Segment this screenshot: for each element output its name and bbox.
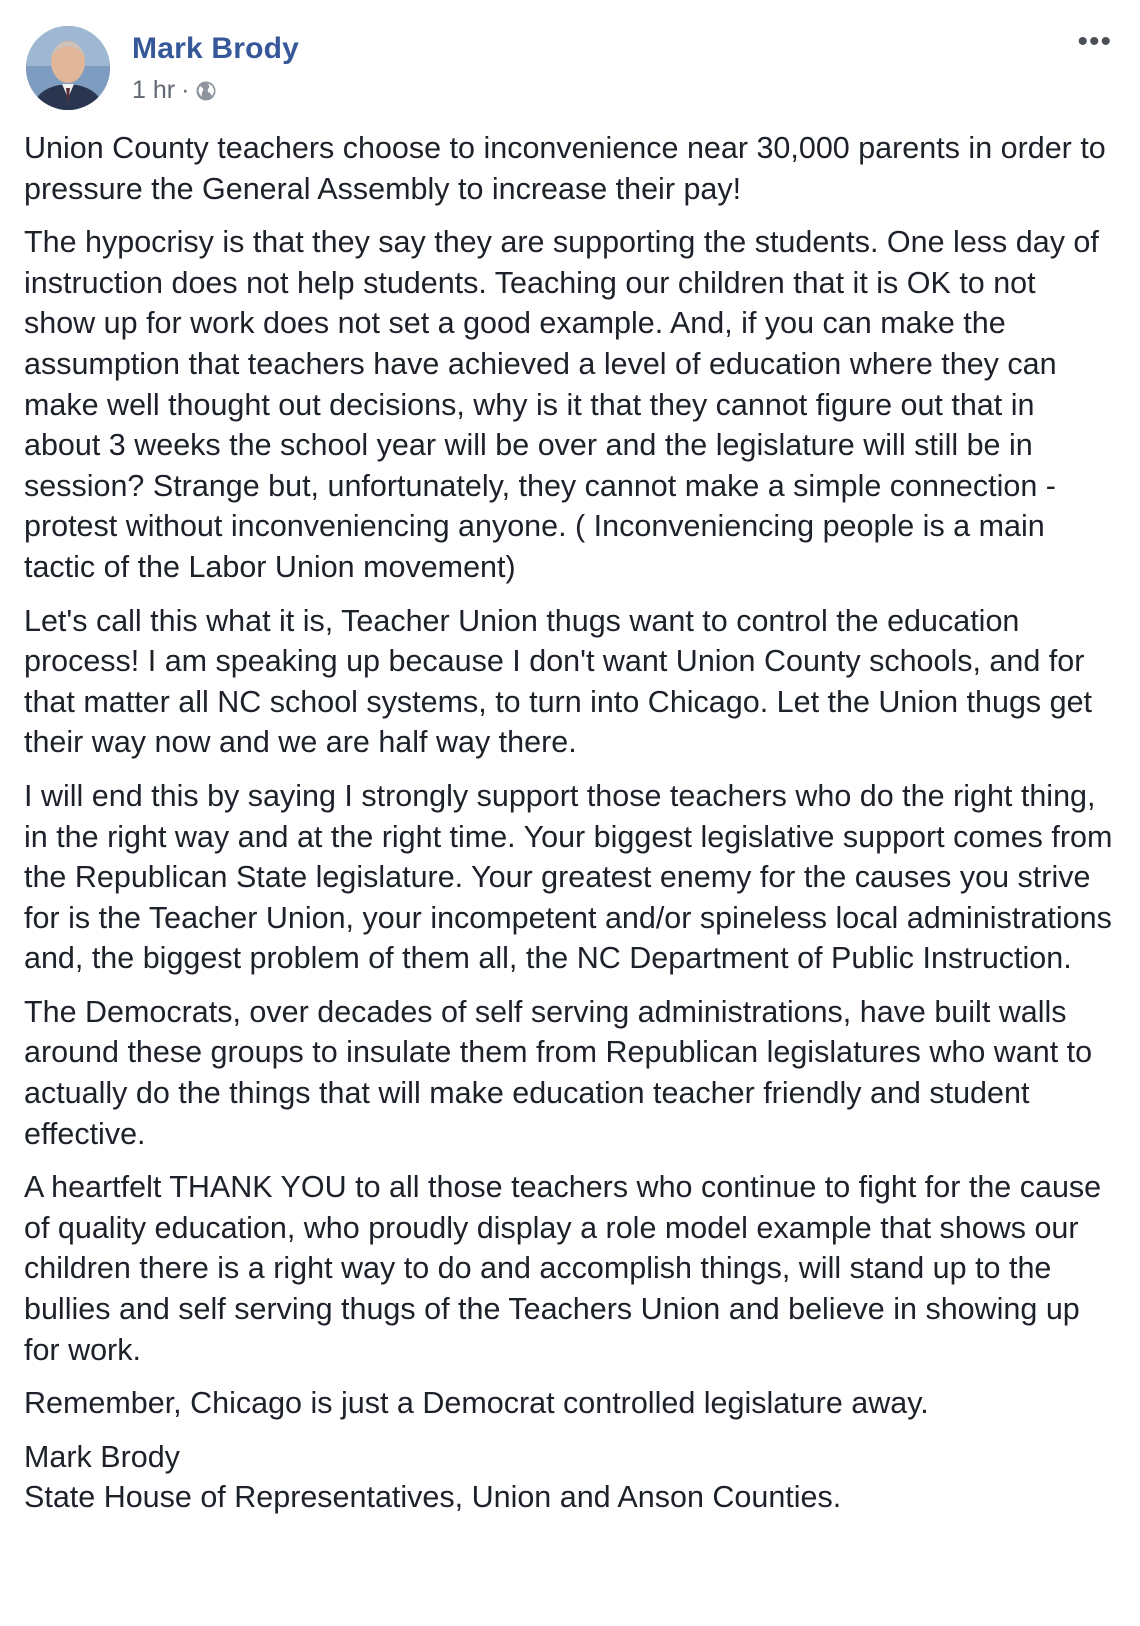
post-paragraph: Remember, Chicago is just a Democrat controlled legislature away.	[24, 1386, 929, 1421]
author-name[interactable]: Mark Brody	[132, 32, 300, 65]
signature-title: State House of Representatives, Union and Anson Counties.	[24, 1480, 842, 1515]
post-header	[26, 26, 1116, 114]
post-paragraph: I will end this by saying I strongly support those teachers who do the right thing, in the right way and at the right time. Your biggest legislative support comes from the Republican State legislature. Your greatest enemy for the causes you strive for is the Teacher Union, your incompetent and/or spineless local administrations and, the biggest problem of them all, the NC Department of Public Instruction.	[24, 778, 1113, 976]
avatar[interactable]	[26, 26, 110, 110]
post-paragraph: A heartfelt THANK YOU to all those teachers who continue to fight for the cause of quality education, who proudly display a role model example that shows our children there is a right way to do and accomplish things, will stand up to the bullies and self serving thugs of the Teachers Union and believe in showing up for work.	[24, 1170, 1102, 1367]
post-paragraph: The Democrats, over decades of self serving administrations, have built walls around these groups to insulate them from Republican legislatures who want to actually do the things that will make education teacher friendly and student effective.	[24, 994, 1093, 1151]
post-timestamp[interactable]: 1 hr	[132, 76, 176, 104]
post-paragraph: The hypocrisy is that they say they are supporting the students. One less day of instruction does not help students. Teaching our children that it is OK to not show up for work does not set a good example. And, if you can make the assumption that teachers have achieved a level of education where they can make well thought out decisions, why is it that they cannot figure out that in about 3 weeks the school year will be over and the legislature will still be in session? Strange but, unfortunately, they cannot make a simple connection - protest without inconveniencing anyone. ( Inconveniencing people is a main tactic of the Labor Union movement)	[24, 225, 1099, 584]
avatar-photo	[26, 26, 110, 110]
post-paragraph: Union County teachers choose to inconvenience near 30,000 parents in order to pressure the General Assembly to increase their pay!	[24, 131, 1106, 206]
post-meta	[132, 76, 217, 105]
post-body	[24, 128, 1114, 1518]
signature-name: Mark Brody	[24, 1439, 180, 1474]
post-paragraph: Let's call this what it is, Teacher Union thugs want to control the education process! I am speaking up because I don't want Union County schools, and for that matter all NC school systems, to turn into Chicago. Let the Union thugs get their way now and we are half way there.	[24, 603, 1093, 760]
globe-icon[interactable]	[195, 80, 217, 102]
more-options-icon[interactable]: •••	[1077, 25, 1112, 58]
meta-separator: ·	[181, 76, 190, 104]
